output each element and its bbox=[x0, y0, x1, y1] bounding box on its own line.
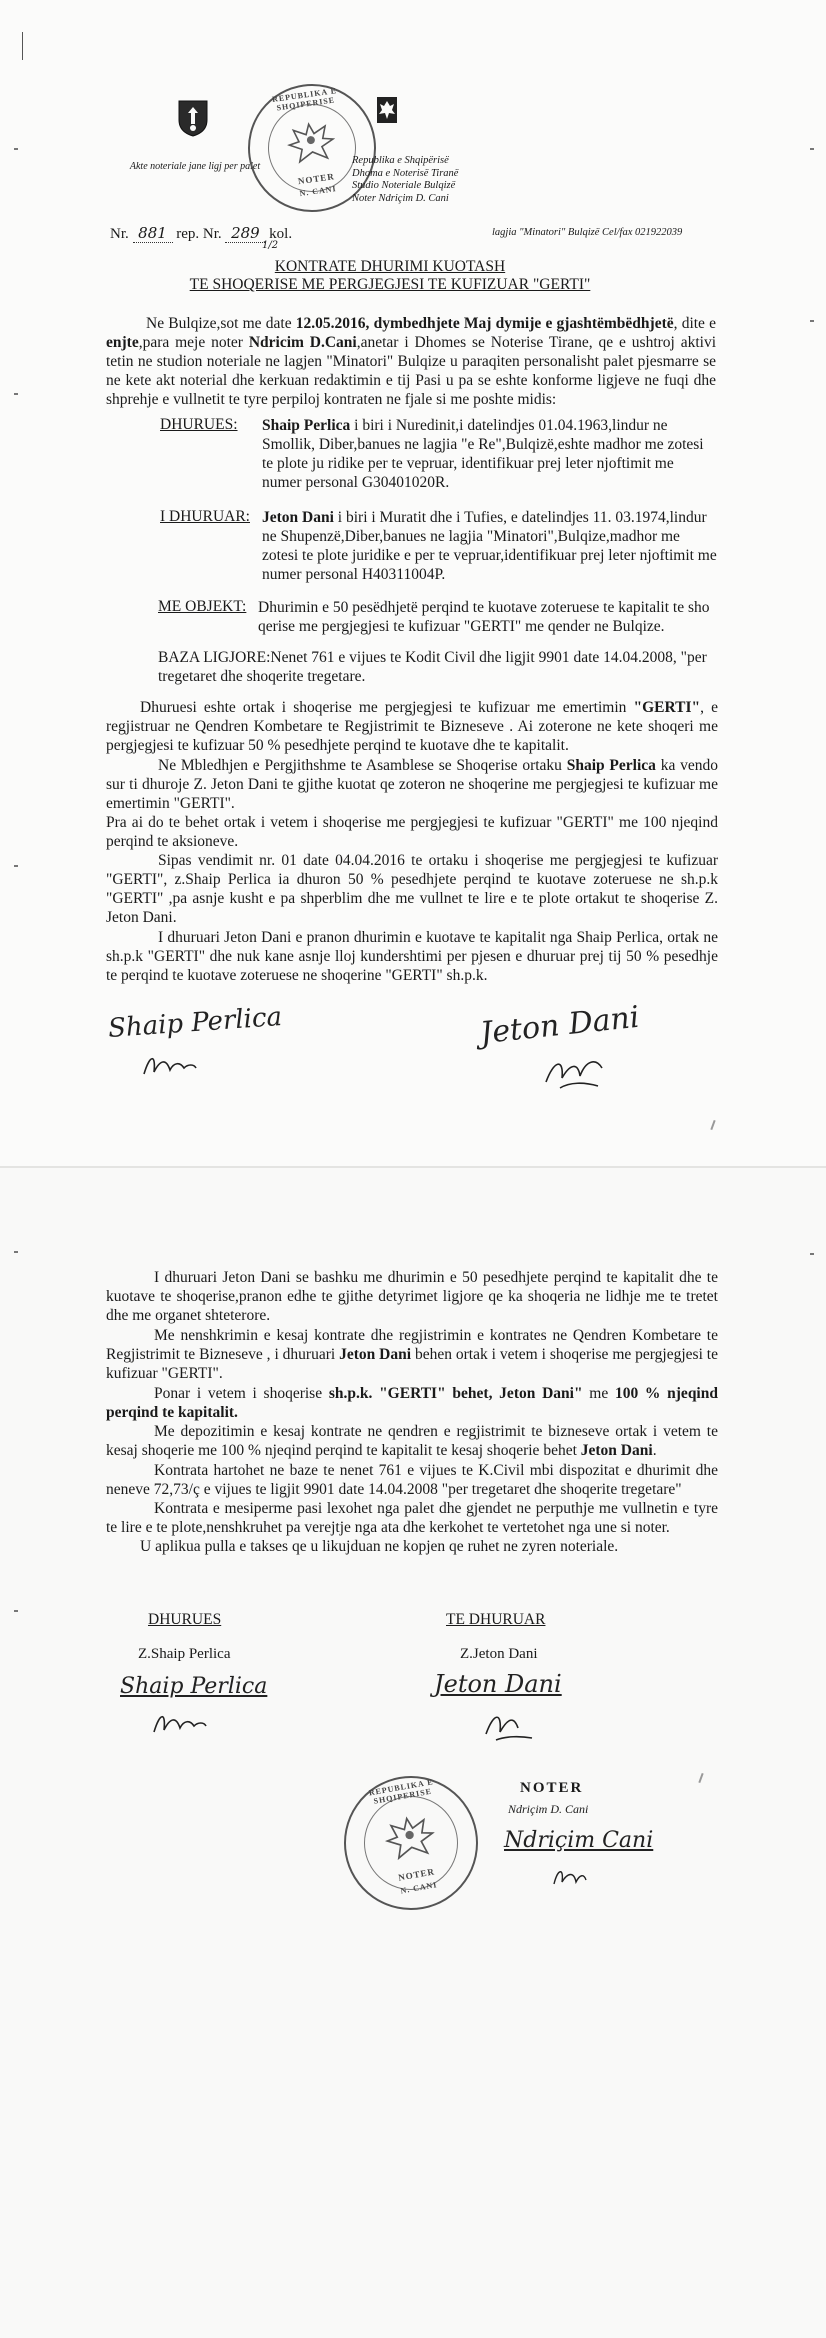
body-paragraph-4: Sipas vendimit nr. 01 date 04.04.2016 te ortaku i shoqerise me pergjegjesi te kufizuar "GERTI", z.Shaip Perlica ia dhuron 50 % pesedhjete perqind te kuotave zoteruese ne sh.p.k "GERTI" ,pa asnje kusht e pa shperblim dhe me vullnet te lire e te plote ortakut te shoqerise Z. Jeton Dani. bbox=[106, 852, 718, 926]
idhuruar-signature: Jeton Dani bbox=[478, 999, 642, 1052]
margin-mark bbox=[710, 1120, 715, 1130]
nr-label: Nr. bbox=[110, 226, 129, 242]
kol-label: kol. bbox=[269, 226, 293, 242]
notary-line: Dhoma e Noterisë Tiranë bbox=[352, 167, 459, 179]
idhuruar-details: Jeton Dani i biri i Muratit dhe i Tufies, e datelindjes 11. 03.1974,lindur ne Shupenzë,Diber,banues ne lagjia "Minatori",Bulqize,madhor me zotesi te plote juridike e per te vepruar,identifikuar prej leter njoftimit me numer personal H40311004P. bbox=[262, 509, 717, 583]
body2-paragraph-4: Me depozitimin e kesaj kontrate ne qendren e regjistrimit te bizneseve ortak i vetem te kesaj shoqerie me 100 % njeqind perqind te kapitalit te kesaj shoqerie behet Jeton Dani. bbox=[106, 1423, 718, 1459]
dhurues-heading: DHURUES bbox=[148, 1611, 222, 1628]
notary-header bbox=[352, 155, 458, 205]
body-paragraph-1: Dhuruesi eshte ortak i shoqerise me pergjegjesi te kufizuar me emertimin "GERTI", e regjistruar ne Qendren Kombetare te Regjistrimit te Bizneseve . Ai zoterone ne kete shoqeri me pergjegjesi te kufizuar 50 % pesedhjete perqind te kuotave dhe te kapitalit. bbox=[106, 699, 718, 754]
idhuruar-label: I DHURUAR: bbox=[160, 508, 250, 525]
margin-mark bbox=[810, 320, 814, 322]
dhuruar-final-initials bbox=[480, 1704, 540, 1749]
eagle-icon bbox=[381, 1810, 439, 1871]
stamp-bottom-text: NOTER bbox=[297, 171, 336, 187]
noter-heading: NOTER bbox=[520, 1780, 584, 1796]
notary-name: Ndricim D.Cani bbox=[248, 334, 357, 351]
dhuruar-final-signature: Jeton Dani bbox=[434, 1670, 562, 1698]
margin-mark bbox=[14, 1251, 18, 1253]
header-caption: Akte noteriale jane ligj per palet bbox=[129, 161, 261, 172]
dhurues-initials-signature bbox=[140, 1050, 200, 1085]
objekt-text: Dhurimin e 50 pesëdhjetë perqind te kuotave zoteruese te kapitalit te sho qerise me pergjegjesi te kufizuar "GERTI" me qender ne Bulqize. bbox=[258, 599, 710, 635]
rep-value: 289 bbox=[225, 224, 265, 243]
dhuruar-signer-name: Z.Jeton Dani bbox=[460, 1646, 538, 1662]
emblem-logo bbox=[176, 98, 210, 138]
stamp-sub-text: N. CANI bbox=[298, 184, 338, 199]
stamp-top-text: REPUBLIKA E SHQIPERISE bbox=[368, 1777, 435, 1806]
intro-paragraph: Ne Bulqize,sot me date 12.05.2016, dymbedhjete Maj dymije e gjashtëmbëdhjetë, dite e enjte,para meje noter Ndricim D.Cani,anetar i Dhomes se Noterise Tirane, qe e ushtroj aktivi tetin ne studion noteriale ne lagjen "Minatori" Bulqize u paraqiten personalisht palet pjesmarre se ne kete akt noterial dhe kerkuan redaktimin e tij Pasi u pa se eshte konforme ligjeve ne fuqi dhe shprehje e vullnetit te tyre perpiloj kontraten ne fjale si me poshte midis: bbox=[106, 315, 717, 408]
dhurues-final-signature: Shaip Perlica bbox=[120, 1674, 268, 1699]
title-line-2: TE SHOQERISE ME PERGJEGJESI TE KUFIZUAR "GERTI" bbox=[189, 276, 591, 293]
body2-paragraph-7: U aplikua pulla e takses qe u likujduan ne kopjen qe ruhet ne zyren noteriale. bbox=[140, 1538, 619, 1555]
body-paragraph-5: I dhuruari Jeton Dani e pranon dhurimin e kuotave te kapitalit nga Shaip Perlica, ortak ne sh.p.k "GERTI" dhe nuk kane asnje lloj kundershtimi per pjesen e dhuruar prej tij 50 % pesedhje te perqind te kuotave zoteruese ne shoqerine "GERTI" sh.p.k. bbox=[106, 929, 718, 984]
dhurues-label: DHURUES: bbox=[160, 416, 238, 433]
stamp-top-text: REPUBLIKA E SHQIPERISE bbox=[271, 86, 338, 113]
body2-paragraph-3: Ponar i vetem i shoqerise sh.p.k. "GERTI" behet, Jeton Dani" me 100 % njeqind perqind te kapitalit. bbox=[106, 1385, 718, 1421]
contract-date: 12.05.2016, dymbedhjete Maj dymije e gjashtëmbëdhjetë bbox=[295, 315, 674, 332]
body2-paragraph-1: I dhuruari Jeton Dani se bashku me dhurimin e 50 pesedhjete perqind te kapitalit dhe te kuotave te shoqerise,pranon edhe te gjithe detyrimet ligjore qe ka shoqeria ne lidhje me te tretet dhe me organet shteterore. bbox=[106, 1269, 718, 1324]
notary-line: Republika e Shqipërisë bbox=[352, 155, 449, 166]
dhurues-final-initials bbox=[150, 1708, 210, 1743]
idhuruar-initials-signature bbox=[540, 1052, 610, 1099]
body2-paragraph-6: Kontrata e mesiperme pasi lexohet nga palet dhe gjendet ne perputhje me vullnetin e tyre te lire e te plote,nenshkruhet pa verejtje nga ata dhe kerkohet te vertetohet nga une si noter. bbox=[106, 1500, 718, 1536]
body-paragraph-2: Ne Mbledhjen e Pergjithshme te Asamblese se Shoqerise ortaku Shaip Perlica ka vendo sur ti dhuroje Z. Jeton Dani te gjithe kuotat qe zoteron ne shoqerine me pergjegjesi te kufizuar me emertimin "GERTI". bbox=[106, 757, 718, 812]
dhuruar-heading: TE DHURUAR bbox=[446, 1611, 546, 1628]
number-line bbox=[110, 224, 720, 243]
dhurues-signer-name: Z.Shaip Perlica bbox=[138, 1646, 231, 1662]
baza-ligjore bbox=[158, 648, 718, 686]
baza-text: Nenet 761 e vijues te Kodit Civil dhe ligjit 9901 date 14.04.2008, "per tregetaret dhe shoqerite tregetare. bbox=[158, 649, 707, 685]
document-title bbox=[150, 258, 630, 294]
nr-value: 881 bbox=[133, 224, 173, 243]
margin-mark bbox=[14, 148, 18, 150]
body2-paragraph-2: Me nenshkrimin e kesaj kontrate dhe regjistrimin e kontrates ne Qendren Kombetare te Regjistrimit te Bizneseve , i dhuruari Jeton Dani behen ortak i vetem i shoqerise me pergjegjesi te kufizuar "GERTI". bbox=[106, 1327, 718, 1382]
objekt-label: ME OBJEKT: bbox=[158, 598, 247, 615]
rep-label: rep. Nr. bbox=[176, 226, 222, 242]
margin-mark bbox=[14, 393, 18, 395]
margin-mark bbox=[698, 1773, 703, 1783]
document-page-2 bbox=[0, 1168, 826, 2338]
margin-mark bbox=[22, 32, 23, 60]
baza-label: BAZA LIGJORE: bbox=[158, 649, 271, 666]
notary-address: lagjia "Minatori" Bulqizë Cel/fax 021922039 bbox=[492, 227, 683, 238]
document-page-1 bbox=[0, 0, 826, 1168]
notary-line: Noter Ndriçim D. Cani bbox=[352, 192, 449, 204]
dhurues-details: Shaip Perlica i biri i Nuredinit,i datelindjes 01.04.1963,lindur ne Smollik, Diber,banues ne lagjia "e Re",Bulqizë,eshte madhor me zotesi te plote ju ridike per te vepruar, identifikuar prej leter njoftimit me numer personal G30401020R. bbox=[262, 417, 704, 491]
margin-mark bbox=[14, 865, 18, 867]
title-line-1: KONTRATE DHURIMI KUOTASH bbox=[274, 258, 506, 275]
margin-mark bbox=[810, 1253, 814, 1255]
margin-mark bbox=[14, 1610, 18, 1612]
noter-signature: Ndriçim Cani bbox=[504, 1828, 654, 1853]
notary-stamp-2 bbox=[333, 1765, 488, 1920]
body2-paragraph-5: Kontrata hartohet ne baze te nenet 761 e vijues te K.Civil mbi dispozitat e dhurimit dhe neneve 72,73/ç e vijues te ligjit 9901 date 14.04.2008 "per tregetaret dhe shoqerite tregetare" bbox=[106, 1462, 718, 1498]
rep-subvalue: 1/2 bbox=[262, 240, 279, 251]
notary-line: Studio Noteriale Bulqizë bbox=[352, 180, 456, 191]
margin-mark bbox=[810, 148, 814, 150]
eagle-icon bbox=[284, 117, 339, 174]
noter-name: Ndriçim D. Cani bbox=[508, 1802, 589, 1816]
flag-eagle-icon bbox=[376, 96, 398, 124]
stamp-sub-text: N. CANI bbox=[399, 1880, 439, 1896]
body-paragraph-3: Pra ai do te behet ortak i vetem i shoqerise me pergjegjesi te kufizuar "GERTI" me 100 njeqind perqind te aksioneve. bbox=[106, 814, 718, 850]
dhurues-signature: Shaip Perlica bbox=[107, 1001, 283, 1045]
noter-initials bbox=[550, 1862, 590, 1897]
idhuruar-name: Jeton Dani bbox=[262, 509, 334, 526]
stamp-bottom-text: NOTER bbox=[397, 1866, 436, 1883]
dhurues-name: Shaip Perlica bbox=[262, 417, 351, 434]
